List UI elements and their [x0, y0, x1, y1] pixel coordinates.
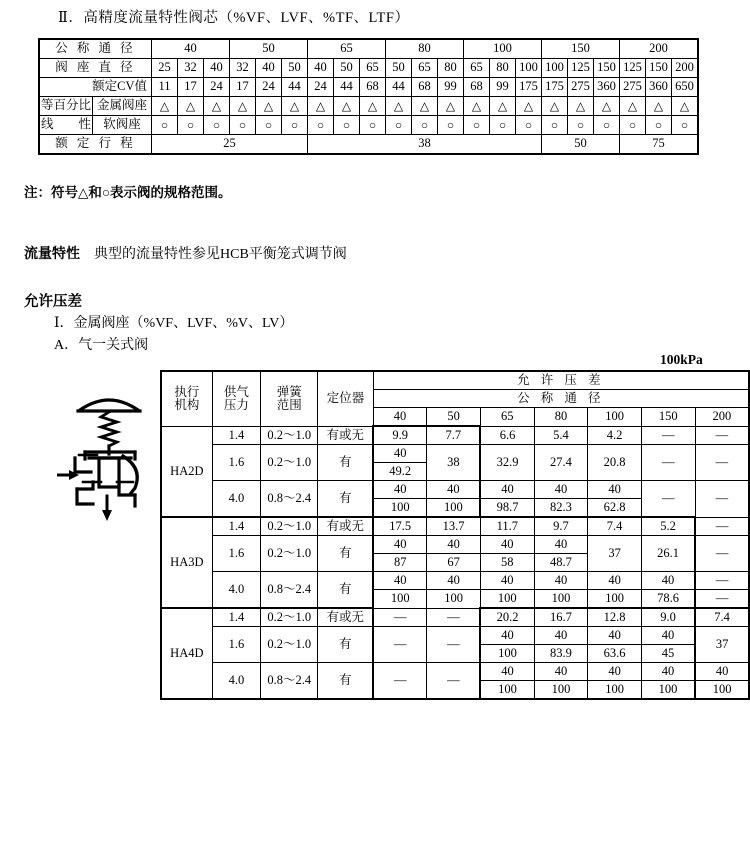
header-supply-line2: 压力	[223, 397, 249, 412]
row-label-linear: 线 性	[39, 116, 93, 135]
cell-spring: 0.8～2.4	[261, 572, 318, 609]
cell-value: —	[427, 608, 481, 627]
cell-value: 40	[641, 627, 695, 645]
cell-positioner: 有	[318, 445, 373, 481]
cell-value: 63.6	[588, 645, 642, 663]
cell-value: 49.2	[373, 463, 427, 481]
cell-cv: 44	[282, 78, 308, 97]
cell-spring: 0.8～2.4	[261, 663, 318, 700]
row-label-equal-percentage: 等百分比	[39, 97, 93, 116]
cell-value: 100	[534, 590, 588, 609]
symbol-metal-seat: △	[256, 97, 282, 116]
row-label-rated-cv: 额定CV值	[39, 78, 152, 97]
cell-dn: 40	[152, 39, 230, 59]
cell-value: 40	[480, 627, 534, 645]
cell-value: 40	[373, 572, 427, 590]
cell-spring: 0.2～1.0	[261, 445, 318, 481]
sub-item-air-to-close: A．气一关式阀	[54, 338, 149, 353]
header-dn-65: 65	[480, 408, 534, 427]
symbol-soft-seat: ○	[594, 116, 620, 135]
cell-value: 32.9	[480, 445, 534, 481]
header-dn-150: 150	[641, 408, 695, 427]
table-row-metal-seat	[39, 97, 698, 116]
cell-cv: 99	[490, 78, 516, 97]
symbol-metal-seat: △	[282, 97, 308, 116]
cell-dn: 50	[230, 39, 308, 59]
symbol-metal-seat: △	[178, 97, 204, 116]
cell-value: —	[427, 663, 481, 700]
cell-seat-dia: 50	[386, 59, 412, 78]
header-spring-line1: 弹簧	[276, 384, 302, 399]
cell-positioner: 有	[318, 572, 373, 609]
cell-value: 9.9	[373, 426, 427, 445]
symbol-soft-seat: ○	[230, 116, 256, 135]
header-actuator	[161, 371, 212, 426]
symbol-soft-seat: ○	[620, 116, 646, 135]
cell-cv: 175	[542, 78, 568, 97]
symbol-metal-seat: △	[646, 97, 672, 116]
table-row	[161, 517, 749, 536]
table-row	[161, 536, 749, 554]
cell-seat-dia: 100	[516, 59, 542, 78]
symbol-soft-seat: ○	[646, 116, 672, 135]
cell-supply: 4.0	[212, 663, 260, 700]
cell-value: 38	[427, 445, 481, 481]
table-row	[161, 627, 749, 645]
symbol-soft-seat: ○	[542, 116, 568, 135]
cell-value: 100	[373, 499, 427, 518]
cell-positioner: 有或无	[318, 517, 373, 536]
header-spring-line2: 范围	[276, 397, 302, 412]
body-lower-left-b	[77, 489, 93, 504]
table-row	[161, 572, 749, 590]
cell-seat-dia: 32	[178, 59, 204, 78]
cell-supply: 1.6	[212, 445, 260, 481]
cell-seat-dia: 80	[438, 59, 464, 78]
cell-seat-dia: 50	[282, 59, 308, 78]
cell-cv: 275	[568, 78, 594, 97]
cell-seat-dia: 40	[256, 59, 282, 78]
cell-cv: 99	[438, 78, 464, 97]
cell-value: —	[695, 481, 749, 518]
cell-stroke: 75	[620, 135, 699, 155]
cell-value: 40	[534, 627, 588, 645]
row-label-soft-seat: 软阀座	[93, 116, 152, 135]
cell-seat-dia: 100	[542, 59, 568, 78]
cell-seat-dia: 125	[620, 59, 646, 78]
cell-seat-dia: 200	[672, 59, 699, 78]
cell-value: 62.8	[588, 499, 642, 518]
cell-value: 37	[588, 536, 642, 572]
cell-seat-dia: 40	[204, 59, 230, 78]
cell-positioner: 有	[318, 536, 373, 572]
cell-actuator: HA4D	[161, 608, 212, 699]
cell-value: 100	[427, 499, 481, 518]
cell-supply: 1.4	[212, 426, 260, 445]
note-label: 注：符号△和○表示阀的规格范围。	[24, 185, 232, 200]
cell-cv: 275	[620, 78, 646, 97]
section-heading: Ⅱ．高精度流量特性阀芯（%VF、LVF、%TF、LTF）	[58, 10, 410, 26]
cell-value: —	[695, 590, 749, 609]
cell-dn: 65	[308, 39, 386, 59]
cell-value: —	[695, 445, 749, 481]
cell-stroke: 38	[308, 135, 542, 155]
cell-value: 40	[427, 481, 481, 499]
flow-characteristic-line	[24, 243, 347, 263]
symbol-soft-seat: ○	[412, 116, 438, 135]
cell-cv: 44	[386, 78, 412, 97]
cell-value: 48.7	[534, 554, 588, 572]
cell-value: 9.7	[534, 517, 588, 536]
cell-value: 78.6	[641, 590, 695, 609]
cell-actuator: HA3D	[161, 517, 212, 608]
cell-value: 4.2	[588, 426, 642, 445]
cell-value: 7.7	[427, 426, 481, 445]
cell-value: 16.7	[534, 608, 588, 627]
cell-value: 12.8	[588, 608, 642, 627]
cell-seat-dia: 65	[464, 59, 490, 78]
cell-value: —	[695, 536, 749, 572]
cell-value: 100	[480, 590, 534, 609]
symbol-metal-seat: △	[386, 97, 412, 116]
symbol-soft-seat: ○	[672, 116, 699, 135]
symbol-soft-seat: ○	[178, 116, 204, 135]
cell-value: 40	[588, 627, 642, 645]
header-dn-100: 100	[588, 408, 642, 427]
cell-value: 100	[427, 590, 481, 609]
cell-value: 40	[588, 481, 642, 499]
flow-characteristic-label: 流量特性	[24, 247, 80, 262]
cell-seat-dia: 25	[152, 59, 178, 78]
cell-seat-dia: 80	[490, 59, 516, 78]
cell-value: —	[373, 608, 427, 627]
header-allowable-pressure-diff: 允 许 压 差	[373, 371, 749, 390]
cell-value: —	[695, 572, 749, 590]
cell-value: 58	[480, 554, 534, 572]
symbol-soft-seat: ○	[282, 116, 308, 135]
symbol-soft-seat: ○	[256, 116, 282, 135]
cell-supply: 4.0	[212, 572, 260, 609]
header-spring-range	[261, 371, 318, 426]
cell-positioner: 有	[318, 663, 373, 700]
header-dn-40: 40	[373, 408, 427, 427]
cell-cv: 175	[516, 78, 542, 97]
symbol-soft-seat: ○	[516, 116, 542, 135]
cell-supply: 4.0	[212, 481, 260, 518]
cell-supply: 1.6	[212, 536, 260, 572]
cell-cv: 24	[308, 78, 334, 97]
cell-value: 40	[427, 572, 481, 590]
table-row-seat-diameter	[39, 59, 698, 78]
symbol-soft-seat: ○	[438, 116, 464, 135]
cell-value: 11.7	[480, 517, 534, 536]
cell-spring: 0.2～1.0	[261, 536, 318, 572]
cell-cv: 68	[360, 78, 386, 97]
symbol-metal-seat: △	[230, 97, 256, 116]
cell-value: 17.5	[373, 517, 427, 536]
cell-actuator: HA2D	[161, 426, 212, 517]
outlet-arrow-icon	[102, 510, 112, 521]
cell-value: —	[641, 481, 695, 518]
cell-value: 7.4	[695, 608, 749, 627]
header-dn-80: 80	[534, 408, 588, 427]
symbol-soft-seat: ○	[568, 116, 594, 135]
symbol-metal-seat: △	[490, 97, 516, 116]
symbol-metal-seat: △	[152, 97, 178, 116]
cell-cv: 44	[334, 78, 360, 97]
symbol-soft-seat: ○	[490, 116, 516, 135]
table-row	[161, 445, 749, 463]
cell-positioner: 有或无	[318, 608, 373, 627]
cell-value: 83.9	[534, 645, 588, 663]
symbol-soft-seat: ○	[152, 116, 178, 135]
cell-value: 26.1	[641, 536, 695, 572]
cell-supply: 1.6	[212, 627, 260, 663]
cell-value: 40	[588, 572, 642, 590]
cell-value: 40	[534, 572, 588, 590]
symbol-soft-seat: ○	[334, 116, 360, 135]
cell-value: —	[373, 663, 427, 700]
cell-value: —	[641, 426, 695, 445]
cell-value: 40	[641, 572, 695, 590]
allowable-pressure-heading: 允许压差	[24, 294, 82, 310]
cell-spring: 0.2～1.0	[261, 426, 318, 445]
cell-dn: 80	[386, 39, 464, 59]
symbol-metal-seat: △	[594, 97, 620, 116]
symbol-metal-seat: △	[672, 97, 699, 116]
cell-cv: 17	[230, 78, 256, 97]
header-dn-50: 50	[427, 408, 481, 427]
flow-characteristic-text: 典型的流量特性参见HCB平衡笼式调节阀	[94, 247, 347, 262]
cell-stroke: 50	[542, 135, 620, 155]
cell-cv: 68	[464, 78, 490, 97]
cell-value: 40	[480, 572, 534, 590]
cell-seat-dia: 125	[568, 59, 594, 78]
table-row	[161, 481, 749, 499]
valve-symbol-svg	[57, 392, 165, 522]
cell-value: 87	[373, 554, 427, 572]
cell-seat-dia: 150	[646, 59, 672, 78]
header-dn-200: 200	[695, 408, 749, 427]
right-curve-path	[123, 456, 137, 493]
cell-dn: 150	[542, 39, 620, 59]
table-row-rated-stroke	[39, 135, 698, 155]
cell-value: 100	[641, 681, 695, 700]
symbol-soft-seat: ○	[386, 116, 412, 135]
cell-value: 100	[588, 681, 642, 700]
cell-value: 100	[480, 681, 534, 700]
cell-value: 40	[534, 663, 588, 681]
cell-value: 40	[373, 536, 427, 554]
cell-value: 100	[480, 645, 534, 663]
cell-value: 45	[641, 645, 695, 663]
cell-value: 27.4	[534, 445, 588, 481]
cell-seat-dia: 50	[334, 59, 360, 78]
sub-item-metal-seat: Ⅰ．金属阀座（%VF、LVF、%V、LV）	[54, 316, 294, 331]
allowable-pressure-table-wrapper	[160, 370, 750, 700]
cell-cv: 360	[646, 78, 672, 97]
cell-value: 13.7	[427, 517, 481, 536]
symbol-metal-seat: △	[568, 97, 594, 116]
cell-value: 40	[534, 481, 588, 499]
cell-value: 5.4	[534, 426, 588, 445]
spring-icon	[101, 412, 117, 446]
header-positioner: 定位器	[318, 371, 373, 426]
cell-supply: 1.4	[212, 517, 260, 536]
cell-value: 40	[695, 663, 749, 681]
cell-spring: 0.8～2.4	[261, 481, 318, 518]
cell-dn: 200	[620, 39, 699, 59]
cell-value: 40	[373, 481, 427, 499]
cell-value: 20.8	[588, 445, 642, 481]
cell-seat-dia: 65	[360, 59, 386, 78]
header-nominal-diameter: 公 称 通 径	[373, 390, 749, 408]
cell-cv: 360	[594, 78, 620, 97]
cell-value: 40	[480, 481, 534, 499]
valve-plug-spec-table	[38, 38, 699, 155]
cell-value: 82.3	[534, 499, 588, 518]
air-to-close-valve-diagram	[57, 392, 165, 522]
row-label-nominal-diameter: 公 称 通 径	[39, 39, 152, 59]
cell-cv: 24	[204, 78, 230, 97]
symbol-metal-seat: △	[412, 97, 438, 116]
cell-stroke: 25	[152, 135, 308, 155]
cell-value: 40	[373, 445, 427, 463]
cell-cv: 11	[152, 78, 178, 97]
table-row	[161, 426, 749, 445]
left-port-bracket	[75, 458, 91, 472]
cell-value: —	[695, 426, 749, 445]
cell-value: —	[427, 627, 481, 663]
cell-positioner: 有	[318, 481, 373, 518]
cell-value: 40	[534, 536, 588, 554]
symbol-metal-seat: △	[204, 97, 230, 116]
unit-label: 100kPa	[660, 352, 703, 367]
valve-plug-spec-table-wrapper	[38, 38, 699, 155]
cell-spring: 0.2～1.0	[261, 627, 318, 663]
table-row	[161, 663, 749, 681]
cell-cv: 650	[672, 78, 699, 97]
cell-value: 100	[534, 681, 588, 700]
symbol-metal-seat: △	[360, 97, 386, 116]
cell-value: 37	[695, 627, 749, 663]
cell-value: 40	[480, 663, 534, 681]
cell-value: 7.4	[588, 517, 642, 536]
symbol-soft-seat: ○	[360, 116, 386, 135]
cell-dn: 100	[464, 39, 542, 59]
row-label-seat-diameter: 阀 座 直 径	[39, 59, 152, 78]
symbol-metal-seat: △	[516, 97, 542, 116]
header-actuator-line2: 机构	[174, 397, 200, 412]
cell-value: 100	[695, 681, 749, 700]
table-row-soft-seat	[39, 116, 698, 135]
symbol-metal-seat: △	[438, 97, 464, 116]
symbol-metal-seat: △	[464, 97, 490, 116]
row-label-metal-seat: 金属阀座	[93, 97, 152, 116]
symbol-metal-seat: △	[308, 97, 334, 116]
cell-value: 40	[480, 536, 534, 554]
cell-value: 100	[373, 590, 427, 609]
header-actuator-line1: 执行	[174, 384, 200, 399]
cell-positioner: 有或无	[318, 426, 373, 445]
table-row-rated-cv	[39, 78, 698, 97]
header-supply-pressure	[212, 371, 260, 426]
symbol-soft-seat: ○	[308, 116, 334, 135]
symbol-soft-seat: ○	[204, 116, 230, 135]
table-row	[161, 608, 749, 627]
table-row-nominal-diameter	[39, 39, 698, 59]
cell-cv: 68	[412, 78, 438, 97]
cell-value: —	[373, 627, 427, 663]
cell-value: 40	[427, 536, 481, 554]
cell-seat-dia: 32	[230, 59, 256, 78]
symbol-metal-seat: △	[542, 97, 568, 116]
cell-spring: 0.2～1.0	[261, 517, 318, 536]
cell-seat-dia: 65	[412, 59, 438, 78]
cell-value: 40	[641, 663, 695, 681]
cell-value: 100	[588, 590, 642, 609]
symbol-soft-seat: ○	[464, 116, 490, 135]
cell-value: 9.0	[641, 608, 695, 627]
cell-spring: 0.2～1.0	[261, 608, 318, 627]
cell-value: 98.7	[480, 499, 534, 518]
cell-seat-dia: 150	[594, 59, 620, 78]
cell-value: 67	[427, 554, 481, 572]
cell-positioner: 有	[318, 627, 373, 663]
symbol-metal-seat: △	[334, 97, 360, 116]
cell-value: —	[641, 445, 695, 481]
cell-value: 6.6	[480, 426, 534, 445]
cell-value: —	[695, 517, 749, 536]
cell-supply: 1.4	[212, 608, 260, 627]
cell-value: 5.2	[641, 517, 695, 536]
allowable-pressure-table	[160, 370, 750, 700]
symbol-metal-seat: △	[620, 97, 646, 116]
note-text	[24, 181, 232, 201]
cell-value: 40	[588, 663, 642, 681]
cell-value: 20.2	[480, 608, 534, 627]
header-supply-line1: 供气	[223, 384, 249, 399]
cell-cv: 17	[178, 78, 204, 97]
table-header-row-1	[161, 371, 749, 390]
cell-cv: 24	[256, 78, 282, 97]
diaphragm-dome-icon	[80, 400, 138, 410]
cell-seat-dia: 40	[308, 59, 334, 78]
row-label-rated-stroke: 额 定 行 程	[39, 135, 152, 155]
